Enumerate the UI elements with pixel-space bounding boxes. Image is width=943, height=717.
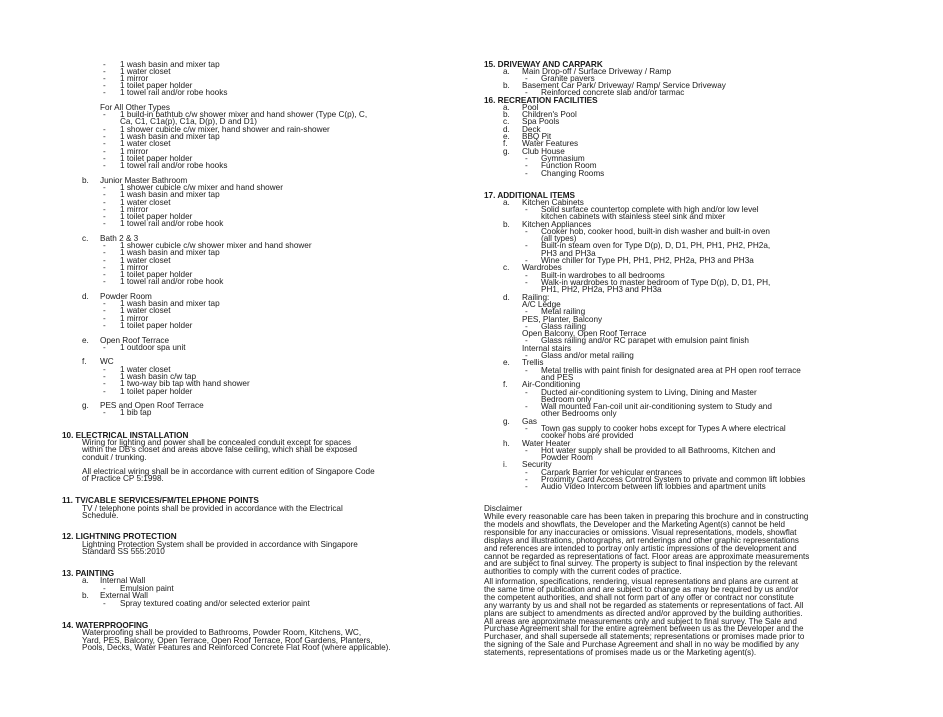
item-letter: d.: [503, 125, 510, 134]
list-item: and PES: [541, 373, 574, 382]
list-item: Built-in wardrobes to all bedrooms: [541, 271, 665, 280]
subsection-title: PES and Open Roof Terrace: [100, 401, 204, 410]
section-heading: 14. WATERPROOFING: [62, 621, 149, 630]
list-item: Spray textured coating and/or selected exterior paint: [120, 599, 310, 608]
item-letter: f.: [503, 139, 508, 148]
dash: -: [525, 271, 528, 280]
item-letter: b.: [503, 110, 510, 119]
dash: -: [525, 227, 528, 236]
paragraph-line: Waterproofing shall be provided to Bathrooms, Powder Room, Kitchens, WC,: [82, 628, 362, 637]
dash: -: [103, 299, 106, 308]
dash: -: [103, 74, 106, 83]
dash: -: [103, 277, 106, 286]
item-letter: f.: [503, 380, 508, 389]
disclaimer-title: Disclaimer: [484, 504, 523, 513]
subsection-title: Water Heater: [522, 439, 571, 448]
list-item: Metal railing: [541, 307, 586, 316]
list-item: 1 towel rail and/or robe hook: [120, 277, 224, 286]
dash: -: [525, 161, 528, 170]
dash: -: [103, 198, 106, 207]
list-item: Metal trellis with paint finish for designated area at PH open roof terrace: [541, 366, 801, 375]
list-item: 1 toilet paper holder: [120, 212, 193, 221]
list-item: 1 wash basin and mixer tap: [120, 60, 220, 69]
list-item: Water Features: [522, 139, 579, 148]
dash: -: [103, 161, 106, 170]
subsection-title: Junior Master Bathroom: [100, 176, 188, 185]
dash: -: [103, 60, 106, 69]
paragraph-line: the same time of publication and are subject to change as may be required by us and/or: [484, 584, 799, 594]
item-letter: d.: [503, 293, 510, 302]
list-item: 1 water closet: [120, 139, 171, 148]
item-letter: c.: [503, 263, 510, 272]
subsection-title: Kitchen Cabinets: [522, 198, 584, 207]
dash: -: [103, 110, 106, 119]
subsection-title: Railing:: [522, 293, 550, 302]
list-item: 1 towel rail and/or robe hooks: [120, 161, 228, 170]
railing-area: Internal stairs: [522, 344, 572, 353]
paragraph-line: Wiring for lighting and power shall be concealed conduit except for spaces: [82, 438, 351, 447]
item-letter: e.: [82, 336, 89, 345]
dash: -: [103, 263, 106, 272]
list-item: Wall mounted Fan-coil unit air-conditioning system to Study and: [541, 402, 772, 411]
paragraph-line: TV / telephone points shall be provided in accordance with the Electrical: [82, 504, 343, 513]
list-item: 1 water closet: [120, 256, 171, 265]
dash: -: [103, 372, 106, 381]
dash: -: [103, 190, 106, 199]
list-item: 1 outdoor spa unit: [120, 343, 186, 352]
dash: -: [525, 402, 528, 411]
list-item: 1 mirror: [120, 263, 149, 272]
railing-area: PES, Planter, Balcony: [522, 315, 603, 324]
item-letter: c.: [503, 117, 510, 126]
list-item: 1 toilet paper holder: [120, 154, 193, 163]
dash: -: [525, 388, 528, 397]
list-item: 1 bib tap: [120, 408, 152, 417]
list-item: 1 toilet paper holder: [120, 81, 193, 90]
list-item: Bedroom only: [541, 395, 592, 404]
dash: -: [103, 219, 106, 228]
dash: -: [525, 424, 528, 433]
paragraph-line: within the DB's closet and areas above false ceiling, which shall be exposed: [82, 445, 358, 454]
dash: -: [103, 314, 106, 323]
dash: -: [103, 212, 106, 221]
paragraph-line: the signing of the Sale and Purchase Agreement and shall in no way be modified by any: [484, 640, 799, 650]
subsection-title: Gas: [522, 417, 538, 426]
list-item: 1 toilet paper holder: [120, 270, 193, 279]
item-letter: g.: [82, 401, 89, 410]
dash: -: [525, 307, 528, 316]
dash: -: [103, 205, 106, 214]
list-item: Glass railing: [541, 322, 587, 331]
paragraph-line: Schedule.: [82, 511, 119, 520]
item-letter: g.: [503, 147, 510, 156]
section-heading: 16. RECREATION FACILITIES: [484, 96, 598, 105]
list-item: PH3 and PH3a: [541, 249, 596, 258]
subsection-title: Basement Car Park/ Driveway/ Ramp/ Service Driveway: [522, 81, 726, 90]
dash: -: [103, 241, 106, 250]
item-letter: a.: [503, 198, 510, 207]
dash: -: [525, 468, 528, 477]
dash: -: [103, 306, 106, 315]
dash: -: [525, 278, 528, 287]
list-item: 1 wash basin and mixer tap: [120, 132, 220, 141]
paragraph-line: Purchase Agreement shall for the entire agreement between us as the Developer and the: [484, 624, 804, 634]
list-item: Audio Video Intercom between lift lobbies and apartment units: [541, 482, 766, 491]
list-item: Glass and/or metal railing: [541, 351, 634, 360]
list-item: Reinforced concrete slab and/or tarmac: [541, 88, 685, 97]
dash: -: [103, 256, 106, 265]
paragraph-line: cannot be regarded as representations of fact. Floor areas are approximate measurements: [484, 551, 810, 561]
list-item: 1 water closet: [120, 365, 171, 374]
item-letter: h.: [503, 439, 510, 448]
list-item: Town gas supply to cooker hobs except for Types A where electrical: [541, 424, 786, 433]
list-item: PH1, PH2, PH2a, PH3 and PH3a: [541, 285, 662, 294]
subsection-title: Kitchen Appliances: [522, 220, 592, 229]
paragraph-line: Pools, Decks, Water Features and Reinforced Concrete Flat Roof (where applicable).: [82, 643, 391, 652]
disclaimer-paragraph-1: [484, 513, 809, 576]
list-item: 1 mirror: [120, 205, 149, 214]
list-item: 1 water closet: [120, 306, 171, 315]
list-item: Spa Pools: [522, 117, 560, 126]
dash: -: [103, 365, 106, 374]
dash: -: [525, 88, 528, 97]
list-item: 1 shower cubicle c/w mixer, hand shower and rain-shower: [120, 125, 330, 134]
dash: -: [103, 387, 106, 396]
dash: -: [103, 183, 106, 192]
dash: -: [525, 351, 528, 360]
dash: -: [525, 446, 528, 455]
item-letter: d.: [82, 292, 89, 301]
dash: -: [103, 248, 106, 257]
paragraph-line: While every reasonable care has been taken in preparing this brochure and in constructing: [484, 512, 809, 521]
item-letter: i.: [503, 460, 508, 469]
railing-area: A/C Ledge: [522, 300, 561, 309]
dash: -: [103, 139, 106, 148]
item-letter: a.: [503, 103, 510, 112]
dash: -: [103, 132, 106, 141]
list-item: Deck: [522, 125, 541, 134]
list-item: Solid surface countertop complete with high and/or low level: [541, 205, 759, 214]
dash: -: [103, 88, 106, 97]
paragraph-line: any warranty by us and shall not be regarded as statements or representations of fact. All: [484, 600, 804, 610]
paragraph-line: displays and illustrations, photographs, art renderings and other graphic representations: [484, 535, 799, 545]
list-item: 1 towel rail and/or robe hook: [120, 219, 224, 228]
item-letter: b.: [82, 176, 89, 185]
list-item: 1 wash basin and mixer tap: [120, 190, 220, 199]
disclaimer-paragraph-2: [484, 578, 804, 657]
list-item: 1 two-way bib tap with hand shower: [120, 379, 250, 388]
dash: -: [525, 256, 528, 265]
paragraph-line: of Practice CP 5:1998.: [82, 474, 164, 483]
section-heading: 11. TV/CABLE SERVICES/FM/TELEPHONE POINTS: [62, 496, 259, 505]
dash: -: [103, 584, 106, 593]
subsection-title: Wardrobes: [522, 263, 562, 272]
paragraph-line: and are subject to final survey. The property is subject to final inspection by the relevant: [484, 559, 798, 569]
list-item: Carpark Barrier for vehicular entrances: [541, 468, 683, 477]
list-item: 1 toilet paper holder: [120, 321, 193, 330]
list-item: 1 wash basin c/w tap: [120, 372, 197, 381]
dash: -: [103, 270, 106, 279]
subsection-title: For All Other Types: [100, 103, 170, 112]
list-item: 1 shower cubicle c/w shower mixer and hand shower: [120, 241, 312, 250]
dash: -: [103, 125, 106, 134]
list-item: Hot water supply shall be provided to all Bathrooms, Kitchen and: [541, 446, 776, 455]
paragraph-line: Purchaser, and shall supersede all statements; representations or promises made prior to: [484, 632, 805, 642]
dash: -: [525, 322, 528, 331]
dash: -: [525, 241, 528, 250]
dash: -: [103, 599, 106, 608]
section-heading: 15. DRIVEWAY AND CARPARK: [484, 60, 603, 69]
section-heading: 17. ADDITIONAL ITEMS: [484, 191, 575, 200]
list-item: 1 build-in bathtub c/w shower mixer and hand shower (Type C(p), C,: [120, 110, 368, 119]
subsection-title: Internal Wall: [100, 576, 146, 585]
paragraph-line: the models and showflats, the Developer and the Marketing Agent(s) cannot be held: [484, 519, 786, 529]
list-item: Cooker hob, cooker hood, built-in dish washer and built-in oven: [541, 227, 770, 236]
dash: -: [103, 321, 106, 330]
dash: -: [103, 147, 106, 156]
dash: -: [103, 379, 106, 388]
list-item: Glass railing and/or RC parapet with emulsion paint finish: [541, 336, 749, 345]
dash: -: [525, 366, 528, 375]
list-item: 1 shower cubicle c/w mixer and hand shower: [120, 183, 283, 192]
list-item: cooker hobs are provided: [541, 431, 634, 440]
section-heading: 10. ELECTRICAL INSTALLATION: [62, 431, 189, 440]
list-item: Function Room: [541, 161, 597, 170]
item-letter: b.: [503, 220, 510, 229]
list-item: other Bedrooms only: [541, 409, 617, 418]
item-letter: b.: [82, 591, 89, 600]
list-item: BBQ Pit: [522, 132, 552, 141]
list-item: Pool: [522, 103, 539, 112]
dash: -: [103, 408, 106, 417]
list-item: 1 mirror: [120, 147, 149, 156]
paragraph-line: All areas are approximate measurements only and subject to final survey. The Sale and: [484, 616, 797, 626]
subsection-title: Main Drop-off / Surface Driveway / Ramp: [522, 67, 672, 76]
list-item: 1 water closet: [120, 67, 171, 76]
paragraph-line: plans are subject to amendments as directed and/or approved by the building authorities.: [484, 608, 803, 618]
list-item: 1 towel rail and/or robe hooks: [120, 88, 228, 97]
subsection-title: Open Roof Terrace: [100, 336, 170, 345]
dash: -: [525, 482, 528, 491]
dash: -: [103, 343, 106, 352]
paragraph-line: statements, representations of promises made us or the Marketing agent(s).: [484, 648, 757, 658]
list-item: Powder Room: [541, 453, 593, 462]
item-letter: f.: [82, 357, 87, 366]
item-letter: b.: [503, 81, 510, 90]
item-letter: e.: [503, 358, 510, 367]
dash: -: [103, 67, 106, 76]
list-item: Emulsion paint: [120, 584, 174, 593]
subsection-title: Trellis: [522, 358, 544, 367]
paragraph-line: All information, specifications, rendering, visual representations and plans are current at: [484, 577, 799, 586]
paragraph-line: responsible for any inaccuracies or omissions. Visual representations, models, showflat: [484, 527, 797, 537]
list-item: Gymnasium: [541, 154, 585, 163]
paragraph-line: the competent authorities, and shall not form part of any offer or contract nor constitute: [484, 592, 794, 602]
list-item: Changing Rooms: [541, 169, 605, 178]
section-heading: 12. LIGHTNING PROTECTION: [62, 532, 177, 541]
list-item: 1 mirror: [120, 74, 149, 83]
list-item: Club House: [522, 147, 565, 156]
paragraph-line: Yard, PES, Balcony, Open Terrace, Open Roof Terrace, Roof Gardens, Planters,: [82, 636, 373, 645]
list-item: Granite pavers: [541, 74, 595, 83]
dash: -: [525, 169, 528, 178]
list-item: (all types): [541, 234, 577, 243]
paragraph-line: All electrical wiring shall be in accordance with current edition of Singapore Code: [82, 467, 375, 476]
dash: -: [525, 475, 528, 484]
dash: -: [103, 81, 106, 90]
dash: -: [525, 74, 528, 83]
subsection-title: Air-Conditioning: [522, 380, 581, 389]
list-item: Proximity Card Access Control System to private and common lift lobbies: [541, 475, 806, 484]
item-letter: g.: [503, 417, 510, 426]
paragraph-line: Lightning Protection System shall be provided in accordance with Singapore: [82, 540, 358, 549]
dash: -: [525, 205, 528, 214]
list-item: 1 wash basin and mixer tap: [120, 248, 220, 257]
subsection-title: Security: [522, 460, 552, 469]
item-letter: a.: [503, 67, 510, 76]
list-item: Children's Pool: [522, 110, 577, 119]
list-item: Wine chiller for Type PH, PH1, PH2, PH2a, PH3 and PH3a: [541, 256, 754, 265]
dash: -: [525, 154, 528, 163]
dash: -: [103, 154, 106, 163]
paragraph-line: and references are intended to portray only artistic impressions of the development and: [484, 543, 797, 553]
dash: -: [525, 336, 528, 345]
list-item: Ca, C1, C1a(p), C1a, D(p), D and D1): [120, 117, 257, 126]
paragraph-line: conduit / trunking.: [82, 453, 147, 462]
item-letter: c.: [82, 234, 89, 243]
list-item: 1 mirror: [120, 314, 149, 323]
list-item: 1 wash basin and mixer tap: [120, 299, 220, 308]
paragraph-line: authorities to comply with the current codes of practice.: [484, 567, 682, 577]
list-item: Ducted air-conditioning system to Living, Dining and Master: [541, 388, 757, 397]
subsection-title: External Wall: [100, 591, 148, 600]
item-letter: e.: [503, 132, 510, 141]
section-heading: 13. PAINTING: [62, 569, 115, 578]
list-item: 1 water closet: [120, 198, 171, 207]
subsection-title: Powder Room: [100, 292, 152, 301]
list-item: 1 toilet paper holder: [120, 387, 193, 396]
paragraph-line: Standard SS 555:2010: [82, 547, 165, 556]
railing-area: Open Balcony, Open Roof Terrace: [522, 329, 647, 338]
list-item: kitchen cabinets with stainless steel sink and mixer: [541, 212, 726, 221]
subsection-title: Bath 2 & 3: [100, 234, 139, 243]
list-item: Walk-in wardrobes to master bedroom of Type D(p), D, D1, PH,: [541, 278, 771, 287]
list-item: Built-in steam oven for Type D(p), D, D1, PH, PH1, PH2, PH2a,: [541, 241, 771, 250]
item-letter: a.: [82, 576, 89, 585]
subsection-title: WC: [100, 357, 114, 366]
